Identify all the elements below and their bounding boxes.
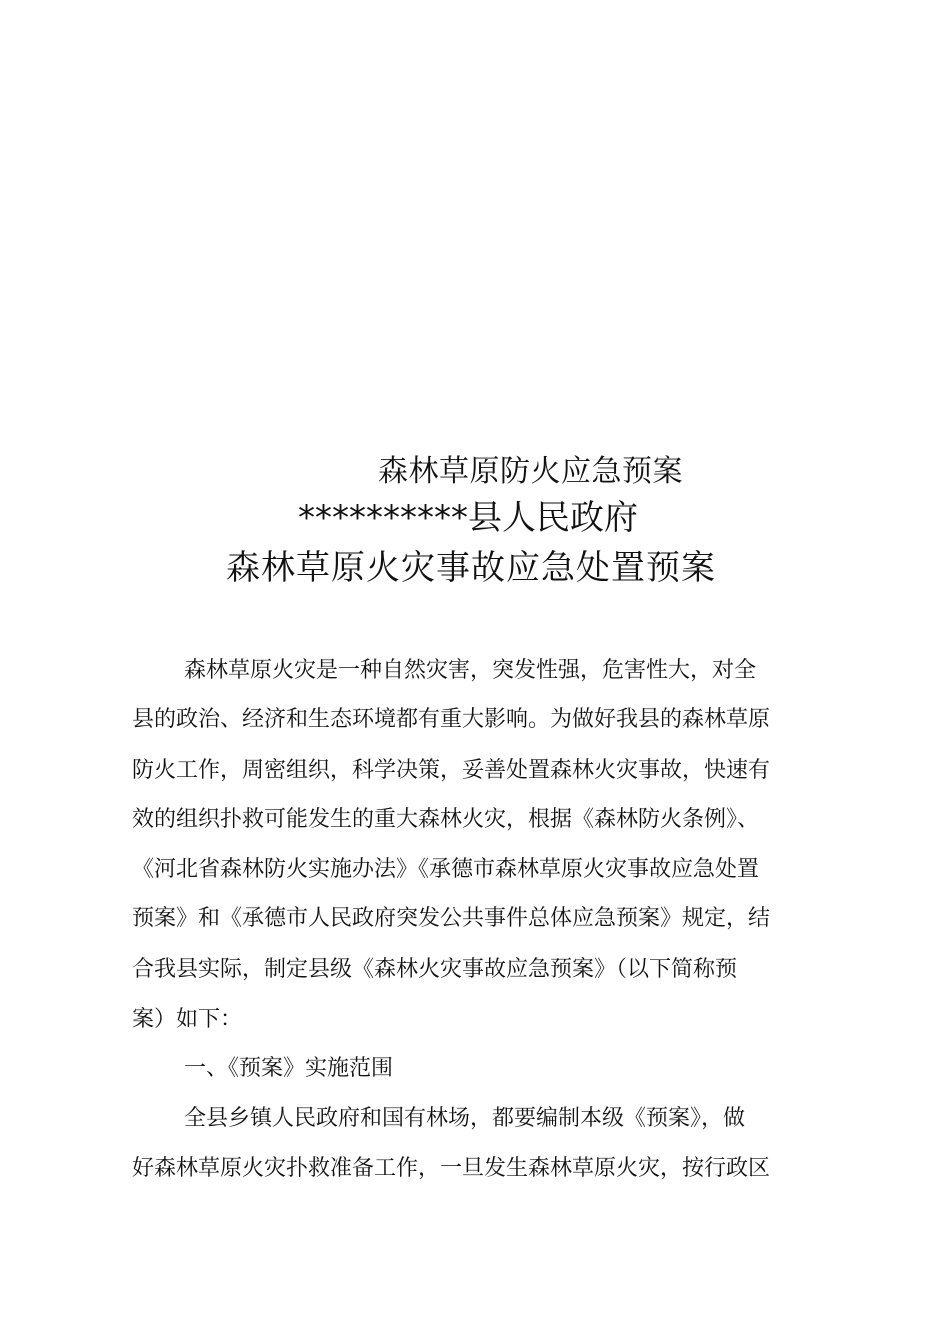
intro-paragraph-line: 县的政治、经济和生态环境都有重大影响。为做好我县的森林草原: [132, 707, 771, 732]
section-paragraph-line: 全县乡镇人民政府和国有林场，都要编制本级《预案》，做: [184, 1106, 746, 1131]
intro-paragraph-line: 《河北省森林防火实施办法》《承德市森林草原火灾事故应急处置: [132, 857, 760, 882]
document-title-line-2: **********县人民政府: [298, 498, 638, 538]
intro-paragraph-line: 案）如下：: [132, 1007, 243, 1032]
intro-paragraph-line: 合我县实际，制定县级《森林火灾事故应急预案》（以下简称预: [132, 957, 738, 982]
document-title-line-1: 森林草原防火应急预案: [378, 454, 683, 489]
document-title-line-3: 森林草原火灾事故应急处置预案: [226, 548, 716, 588]
intro-paragraph-line: 效的组织扑救可能发生的重大森林火灾，根据《森林防火条例》、: [132, 807, 760, 832]
intro-paragraph-line: 防火工作，周密组织，科学决策，妥善处置森林火灾事故，快速有: [132, 758, 771, 783]
intro-paragraph-line: 预案》和《承德市人民政府突发公共事件总体应急预案》规定，结: [132, 906, 771, 931]
intro-paragraph-line: 森林草原火灾是一种自然灾害，突发性强，危害性大，对全: [184, 658, 757, 683]
section-paragraph-line: 好森林草原火灾扑救准备工作，一旦发生森林草原火灾，按行政区: [132, 1156, 771, 1181]
section-heading: 一、《预案》实施范围: [184, 1056, 394, 1081]
